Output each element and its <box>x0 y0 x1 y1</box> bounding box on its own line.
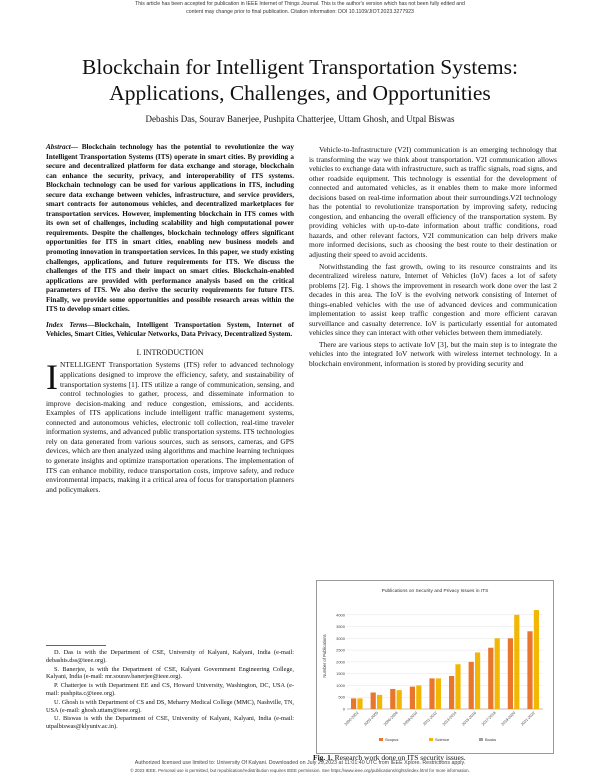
intro-paragraph-4: There are various steps to activate IoV [3], but the main step is to integrate the vehicles into the integrated IoV network with wireless internet technology. In a blockchain environment, information is stored by providing security and <box>309 339 557 369</box>
legend-label: Scopus <box>385 737 399 742</box>
legend-swatch <box>429 738 433 741</box>
x-tick-label: 2015-2016 <box>461 710 478 727</box>
right-column <box>309 143 557 369</box>
bar-yellow <box>416 685 421 709</box>
x-tick-label: 2019-2020 <box>500 710 517 727</box>
index-terms-lead: Index Terms <box>46 320 88 329</box>
bar-yellow <box>495 638 500 709</box>
index-terms <box>46 321 294 340</box>
intro-paragraph-1 <box>46 357 294 494</box>
bar-yellow <box>534 610 539 709</box>
abstract-lead: Abstract— <box>46 143 78 151</box>
left-column <box>46 143 294 494</box>
intro-smallcaps: NTELLIGENT <box>60 360 106 370</box>
bar-yellow <box>475 652 480 709</box>
x-tick-label: 2017-2018 <box>481 710 497 727</box>
y-tick-label: 1000 <box>336 682 345 688</box>
y-tick-label: 2000 <box>336 659 345 665</box>
index-terms-text: —Blockchain, Intelligent Transportation System, Internet of Vehicles, Smart Cities, Vehicular Networks, Data Privacy, Decentralized System. <box>46 320 294 339</box>
bar-orange <box>429 678 434 709</box>
y-tick-label: 3500 <box>336 624 345 630</box>
abstract <box>46 143 294 315</box>
bar-orange <box>351 698 356 709</box>
abstract-text: Blockchain technology has the potential to revolutionize the way Intelligent Transportation Systems (ITS) operate in smart cities. By providing a secure and decentralized platform for data exchange and storage, blockchain can enhance the security, privacy, and interoperability of ITS systems. Blockchain technology can be used for various applications in ITS, including secure data exchange between vehicles, infrastructure, and service providers, smart contracts for autonomous vehicles, and decentralized marketplaces for transportation services. However, implementing blockchain in ITS comes with its own set of challenges, including scalability and high computational power requirements. Despite the challenges, blockchain technology offers significant opportunities for ITS in smart cities, enabling new business models and promoting innovation in transportation services. In this paper, we study existing challenges, applications, and future requirements for ITS. We discuss the challenges of the ITS and their impact on smart cities. Blockchain-enabled applications are provided with performance analysis based on the critical parameters of ITS. We also derive the security requirements for future ITS. Finally, we provide some opportunities and possible research areas within the ITS to develop smart cities. <box>46 143 294 314</box>
footnote: S. Banerjee, is with the Department of CSE, Kalyani Government Engineering College, Kalyani, India (e-mail: mr.sourav.banerjee@ieee.org). <box>46 665 294 681</box>
bar-yellow <box>436 678 441 709</box>
bar-orange <box>488 648 493 709</box>
y-tick-label: 1500 <box>336 671 345 677</box>
y-tick-label: 4000 <box>336 612 345 618</box>
footnote: P. Chatterjee is with Department EE and CS, Howard University, Washington, DC, USA (e-mail: pushpita.c@ieee.org). <box>46 682 294 697</box>
legend-label: Books <box>485 737 497 742</box>
author-footnotes <box>46 645 294 732</box>
x-tick-label: 2009-2010 <box>402 710 419 727</box>
figure-1-chart <box>316 580 554 754</box>
x-tick-label: 2021-2022 <box>520 710 536 727</box>
bar-yellow <box>514 615 519 709</box>
legend-label: Science <box>435 737 450 742</box>
intro-paragraph-3: Notwithstanding the fast growth, owing to its resource constraints and its decentralized wireless nature, Internet of Vehicles (IoV) faces a lot of safety problems [2]. Fig. 1 shows the improvement in research work done over the last 2 decades in this area. The IoV is the evolving network consisting of Internet of things-enabled vehicles with the use of advanced devices and communication implementation to assist keep traffic congestion and more efficient caravan surveillance and casualty deterrence. IoV is particularly essential for automated vehicles since they can interact with other vehicles between them immediately. <box>309 261 557 338</box>
footnote: U. Biswas is with the Department of CSE, University of Kalyani, Kalyani, India (e-mail: utpalbiswas@klyuniv.ac.in). <box>46 715 294 731</box>
footnote: U. Ghosh is with Department of CS and DS, Meharry Medical College (MMC), Nashville, TN, USA (e-mail: ghosh.uttam@ieee.org). <box>46 698 295 714</box>
bar-yellow <box>377 695 382 709</box>
bar-orange <box>527 631 532 709</box>
title-line-2: Applications, Challenges, and Opportunities <box>109 81 491 105</box>
y-tick-label: 2500 <box>336 647 345 653</box>
author-list: Debashis Das, Sourav Banerjee, Pushpita Chatterjee, Uttam Ghosh, and Utpal Biswas <box>145 114 455 124</box>
chart-title: Publications on Security and Privacy Issues in ITS <box>381 589 489 594</box>
title-line-1: Blockchain for Intelligent Transportation Systems: <box>82 55 518 79</box>
figure-caption-text: Research work done on ITS security issues. <box>332 753 466 762</box>
bar-orange <box>469 662 474 709</box>
y-axis-label: Number of Publications <box>322 634 327 678</box>
drop-cap: I <box>46 357 58 398</box>
legend-swatch <box>479 738 483 741</box>
x-tick-label: 2013-2014 <box>441 710 458 727</box>
legend-swatch <box>379 738 383 741</box>
publication-notice <box>0 0 600 16</box>
bar-orange <box>449 676 454 709</box>
bar-yellow <box>397 690 402 709</box>
copyright-notice: © 2023 IEEE. Personal use is permitted, but republication/redistribution requires IEEE permission. See https://www.ieee.org/publications/rights/index.html for more information. <box>130 768 470 773</box>
figure-caption-label: Fig. 1. <box>313 753 333 762</box>
bar-orange <box>371 693 376 709</box>
paper-title <box>30 54 570 106</box>
license-notice: Authorized licensed use limited to: University Of Kalyani. Downloaded on July 29,2023 at 11:01:40 UTC from IEEE Xplore. Restrictions apply. <box>134 760 466 766</box>
x-tick-label: 2006-2008 <box>383 710 399 727</box>
notice-line-2: content may change prior to final publication. Citation information: DOI 10.1109/JIOT.2023.3277923 <box>186 9 414 15</box>
y-tick-label: 3000 <box>336 635 345 641</box>
bar-yellow <box>357 698 362 709</box>
bar-chart <box>317 581 553 753</box>
x-tick-label: 2000-2002 <box>343 710 360 727</box>
intro-paragraph-2: Vehicle-to-Infrastructure (V2I) communication is an emerging technology that is transforming the way we think about transportation. V2I communication allows vehicles to exchange data with infrastructure, such as traffic signals, road signs, and other roadside equipment. This technology is essential for the development of connected and automated vehicles, as it enables them to make more informed decisions based on real-time information about their surroundings.V2I technology has the potential to revolutionize transportation by improving safety, reducing congestion, and enhancing the overall efficiency of the transportation system. By providing vehicles with up-to-date information about traffic conditions, road hazards, and other relevant factors, V2I communication can help drivers make more informed decisions, such as choosing the best route to their destination or adjusting their speed to avoid accidents. <box>309 145 557 260</box>
bar-yellow <box>455 664 460 709</box>
notice-line-1: This article has been accepted for publication in IEEE Internet of Things Journal. This is the author's version which has not been fully edited and <box>135 1 465 7</box>
bar-orange <box>390 689 395 709</box>
footnote: D. Das is with the Department of CSE, University of Kalyani, Kalyani, India (e-mail: debashis.dss@ieee.org). <box>46 649 294 664</box>
x-tick-label: 2011-2012 <box>422 710 438 727</box>
x-tick-label: 2003-2005 <box>363 710 380 727</box>
intro-p1-text: Transportation Systems (ITS) refer to advanced technology applications designed to improve the efficiency, safety, and sustainability of transportation systems [1]. ITS utilize a range of communication, sensing, and control technologies to gather, process, and disseminate information to improve decision-making and reduce congestion, emissions, and accidents. Examples of ITS applications include intelligent traffic management systems, connected and autonomous vehicles, electronic toll collection, real-time traveler information systems, and advanced public transportation systems. ITS technologies rely on data generated from various sources, such as sensors, cameras, and GPS devices, which are then analyzed using algorithms and machine learning techniques to generate insights and optimize transportation operations. The implementation of ITS can enhance mobility, reduce transportation costs, improve safety, and reduce environmental impacts, making it a critical area of focus for transportation planners and policymakers. <box>46 360 294 494</box>
section-heading-introduction: I. INTRODUCTION <box>136 347 204 357</box>
bar-orange <box>410 687 415 709</box>
y-tick-label: 0 <box>342 706 345 712</box>
y-tick-label: 500 <box>338 694 345 700</box>
bar-orange <box>508 638 513 709</box>
